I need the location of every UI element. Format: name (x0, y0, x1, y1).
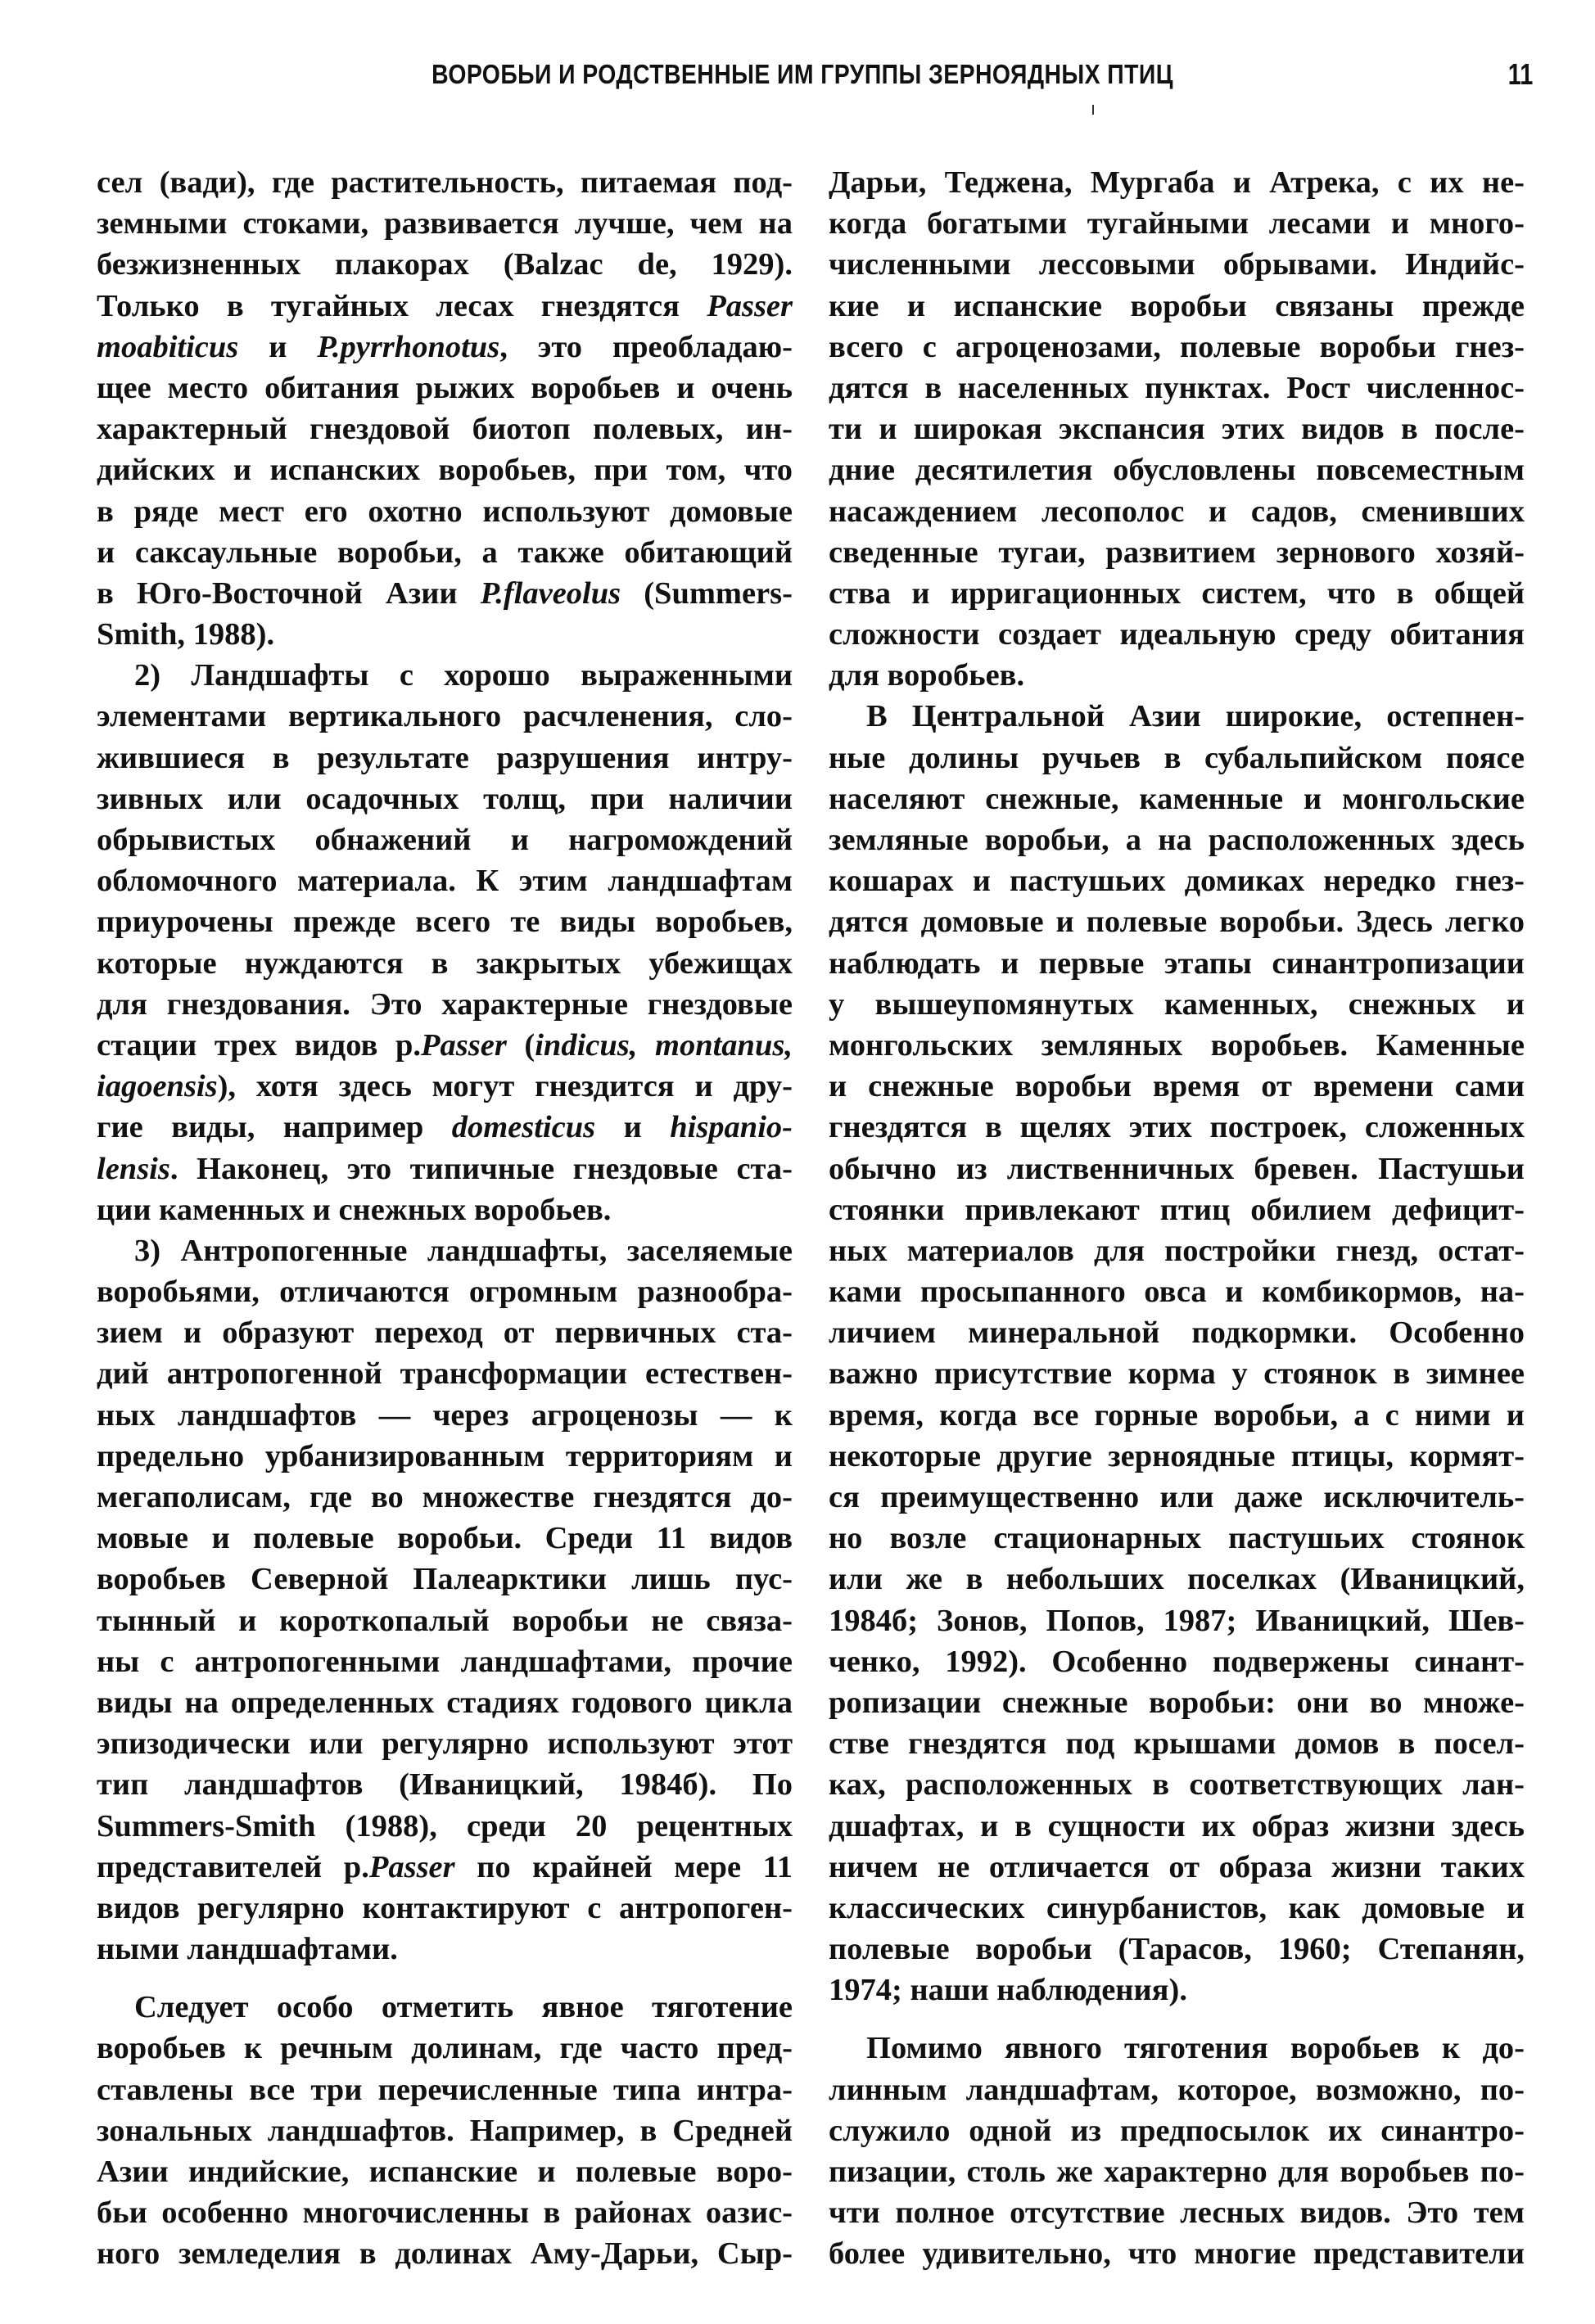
text-line: lensis. Наконец, это типичные гнездовые ста- (97, 1151, 793, 1186)
text-line: ные долины ручьев в субальпийском поясе (829, 740, 1525, 775)
text-line: гие виды, например domesticus и hispanio- (97, 1110, 793, 1145)
text-line: сведенные тугаи, развитием зернового хозяй- (829, 535, 1525, 570)
text-line: сел (вади), где растительность, питаемая под- (97, 165, 793, 200)
text-line: Smith, 1988). (97, 617, 275, 652)
text-line: бьи особенно многочисленны в районах оазис- (97, 2195, 793, 2231)
text-line: элементами вертикального расчленения, сло- (97, 699, 793, 734)
text-line: ропизации снежные воробьи: они во множе- (829, 1685, 1525, 1720)
latin-taxon: Passer (368, 1849, 455, 1884)
text-line: полевые воробьи (Тарасов, 1960; Степанян, (829, 1932, 1525, 1967)
latin-taxon: hispanio- (670, 1110, 793, 1145)
text-line: дятся домовые и полевые воробьи. Здесь легко (829, 905, 1525, 940)
text-line: видов регулярно контактируют с антропоген- (97, 1890, 793, 1925)
text-line: зональных ландшафтов. Например, в Средней (97, 2113, 793, 2148)
text-line: земными стоками, развивается лучше, чем на (97, 206, 793, 241)
text-line: сложности создает идеальную среду обитания (829, 617, 1525, 652)
text-line: монгольских земляных воробьев. Каменные (829, 1027, 1525, 1063)
text-line: Только в тугайных лесах гнездятся Passer (97, 288, 793, 323)
text-line: ся преимущественно или даже исключитель- (829, 1480, 1525, 1514)
text-line: стоянки привлекают птиц обилием дефицит- (829, 1192, 1525, 1227)
paragraph (829, 162, 1525, 696)
text-line: воробьями, отличаются огромным разнообра- (97, 1275, 793, 1310)
text-line: безжизненных плакорах (Balzac de, 1929). (97, 247, 793, 282)
latin-taxon: lensis (97, 1151, 170, 1186)
text-line: дшафтах, и в сущности их образ жизни здесь (829, 1808, 1525, 1843)
text-line: представителей р.Passer по крайней мере 11 (97, 1849, 793, 1884)
running-head: ВОРОБЬИ И РОДСТВЕННЫЕ ИМ ГРУППЫ ЗЕРНОЯДНЫХ ПТИЦ (432, 59, 1173, 89)
text-line: характерный гнездовой биотоп полевых, ин- (97, 412, 793, 447)
latin-taxon: Passer (707, 288, 793, 323)
text-line: некоторые другие зерноядные птицы, кормят- (829, 1438, 1525, 1473)
latin-taxon: domesticus (451, 1110, 596, 1145)
text-line: ны с антропогенными ландшафтами, прочие (97, 1644, 793, 1679)
text-line: приурочены прежде всего те виды воробьев, (97, 905, 793, 940)
text-line: и саксаульные воробьи, а также обитающий (97, 535, 793, 570)
text-line: виды на определенных стадиях годового цикла (97, 1685, 793, 1720)
paragraph (97, 655, 793, 1230)
text-line: дийских и испанских воробьев, при том, что (97, 453, 793, 488)
text-line: ками просыпанного овса и комбикормов, на- (829, 1275, 1525, 1310)
text-line: мегаполисам, где во множестве гнездятся до- (97, 1480, 793, 1514)
text-line: дий антропогенной трансформации естествен- (97, 1356, 793, 1392)
text-line: которые нуждаются в закрытых убежищах (97, 945, 793, 981)
text-line: ченко, 1992). Особенно подвержены синант- (829, 1644, 1525, 1679)
paragraph (97, 162, 793, 655)
text-line: важно присутствие корма у стоянок в зимнее (829, 1356, 1525, 1392)
text-line: дятся в населенных пунктах. Рост численнос- (829, 370, 1525, 405)
text-line: Следует особо отметить явное тяготение (134, 1990, 793, 2025)
text-line: предельно урбанизированным территориям и (97, 1438, 793, 1473)
text-line: мовые и полевые воробьи. Среди 11 видов (97, 1521, 793, 1556)
text-line: чти полное отсутствие лесных видов. Это тем (829, 2195, 1525, 2231)
text-line: в Юго-Восточной Азии P.flaveolus (Summers- (97, 575, 793, 611)
left-column (97, 162, 793, 2275)
text-line: В Центральной Азии широкие, остепнен- (866, 699, 1525, 734)
text-line: когда богатыми тугайными лесами и много- (829, 206, 1525, 241)
text-line: более удивительно, что многие представители (829, 2236, 1525, 2272)
text-line: 2) Ландшафты с хорошо выраженными (134, 658, 793, 693)
scan-mark (1092, 105, 1094, 115)
text-line: 1974; наши наблюдения). (829, 1973, 1187, 2008)
text-line: но возле стационарных пастушьих стоянок (829, 1521, 1525, 1556)
text-line: тынный и короткопалый воробьи не связа- (97, 1603, 793, 1638)
text-line: обломочного материала. К этим ландшафтам (97, 864, 793, 899)
text-line: зивных или осадочных толщ, при наличии (97, 781, 793, 816)
paragraph (829, 2028, 1525, 2274)
latin-taxon: Passer (421, 1027, 507, 1063)
text-line: обычно из лиственничных бревен. Пастушьи (829, 1151, 1525, 1186)
text-line: 3) Антропогенные ландшафты, заселяемые (134, 1233, 793, 1268)
text-line: для гнездования. Это характерные гнездовые (97, 986, 793, 1022)
paragraph (97, 1230, 793, 1970)
text-line: воробьев Северной Палеарктики лишь пус- (97, 1562, 793, 1597)
text-line: время, когда все горные воробьи, а с ними и (829, 1397, 1525, 1433)
text-line: 1984б; Зонов, Попов, 1987; Иваницкий, Шев- (829, 1603, 1525, 1638)
text-line: Помимо явного тяготения воробьев к до- (866, 2031, 1525, 2066)
text-line: личием минеральной подкормки. Особенно (829, 1315, 1525, 1351)
page-number: 11 (1507, 57, 1534, 91)
paragraph (829, 696, 1525, 2010)
text-line: ства и ирригационных систем, что в общей (829, 575, 1525, 611)
text-line: ных ландшафтов — через агроценозы — к (97, 1397, 793, 1433)
text-line: ставлены все три перечисленные типа интра- (97, 2072, 793, 2107)
text-line: ными ландшафтами. (97, 1932, 398, 1967)
text-line: пизации, столь же характерно для воробьев по- (829, 2155, 1525, 2189)
text-line: и снежные воробьи время от времени сами (829, 1069, 1525, 1104)
text-line: стве гнездятся под крышами домов в посел- (829, 1726, 1525, 1762)
text-line: ти и широкая экспансия этих видов в после- (829, 412, 1525, 447)
text-line: Дарьи, Теджена, Мургаба и Атрека, с их не- (829, 165, 1525, 200)
text-line: в ряде мест его охотно используют домовые (97, 494, 793, 529)
text-line: эпизодически или регулярно используют этот (97, 1726, 793, 1762)
text-line: у вышеупомянутых каменных, снежных и (829, 986, 1525, 1022)
latin-taxon: iagoensis (97, 1069, 218, 1104)
latin-taxon: indicus, montanus, (535, 1027, 793, 1063)
text-line: тип ландшафтов (Иваницкий, 1984б). По (97, 1767, 793, 1803)
text-line: кошарах и пастушьих домиках нередко гнез- (829, 864, 1525, 899)
latin-taxon: moabiticus (97, 329, 239, 364)
latin-taxon: P.flaveolus (480, 575, 621, 611)
text-line: moabiticus и P.pyrrhonotus, это преобладаю- (97, 329, 793, 364)
text-line: насаждением лесополос и садов, сменивших (829, 494, 1525, 529)
text-line: ничем не отличается от образа жизни таких (829, 1849, 1525, 1884)
text-line: ции каменных и снежных воробьев. (97, 1192, 612, 1227)
text-line: Summers-Smith (1988), среди 20 рецентных (97, 1808, 793, 1843)
text-line: зием и образуют переход от первичных ста- (97, 1315, 793, 1351)
text-line: наблюдать и первые этапы синантропизации (829, 945, 1525, 981)
text-line: ного земледелия в долинах Аму-Дарьи, Сыр- (97, 2236, 793, 2272)
text-line: земляные воробьи, а на расположенных здесь (829, 823, 1525, 857)
text-line: ках, расположенных в соответствующих лан- (829, 1767, 1525, 1803)
text-line: воробьев к речным долинам, где часто пред- (97, 2031, 793, 2066)
text-line: гнездятся в щелях этих построек, сложенных (829, 1110, 1525, 1145)
right-column (829, 162, 1525, 2275)
text-line: населяют снежные, каменные и монгольские (829, 781, 1525, 816)
text-line: для воробьев. (829, 658, 1025, 693)
paragraph (97, 1987, 793, 2274)
text-line: жившиеся в результате разрушения интру- (97, 740, 793, 775)
text-line: ных материалов для постройки гнезд, остат- (829, 1233, 1525, 1268)
text-line: служило одной из предпосылок их синантро- (829, 2113, 1525, 2148)
text-line: численными лессовыми обрывами. Индийс- (829, 247, 1525, 282)
text-line: обрывистых обнажений и нагромождений (97, 823, 793, 857)
text-line: щее место обитания рыжих воробьев и очень (97, 370, 793, 405)
text-line: линным ландшафтам, которое, возможно, по- (829, 2072, 1525, 2107)
text-line: классических синурбанистов, как домовые и (829, 1890, 1525, 1925)
text-line: всего с агроценозами, полевые воробьи гнез- (829, 329, 1525, 364)
text-line: Азии индийские, испанские и полевые воро- (97, 2155, 793, 2189)
text-line: iagoensis), хотя здесь могут гнездится и дру- (97, 1069, 793, 1104)
text-line: кие и испанские воробьи связаны прежде (829, 288, 1525, 323)
latin-taxon: P.pyrrhonotus (317, 329, 500, 364)
text-line: дние десятилетия обусловлены повсеместным (829, 453, 1525, 488)
text-line: или же в небольших поселках (Иваницкий, (829, 1562, 1525, 1597)
text-line: стации трех видов р.Passer (indicus, montanus, (97, 1027, 793, 1063)
